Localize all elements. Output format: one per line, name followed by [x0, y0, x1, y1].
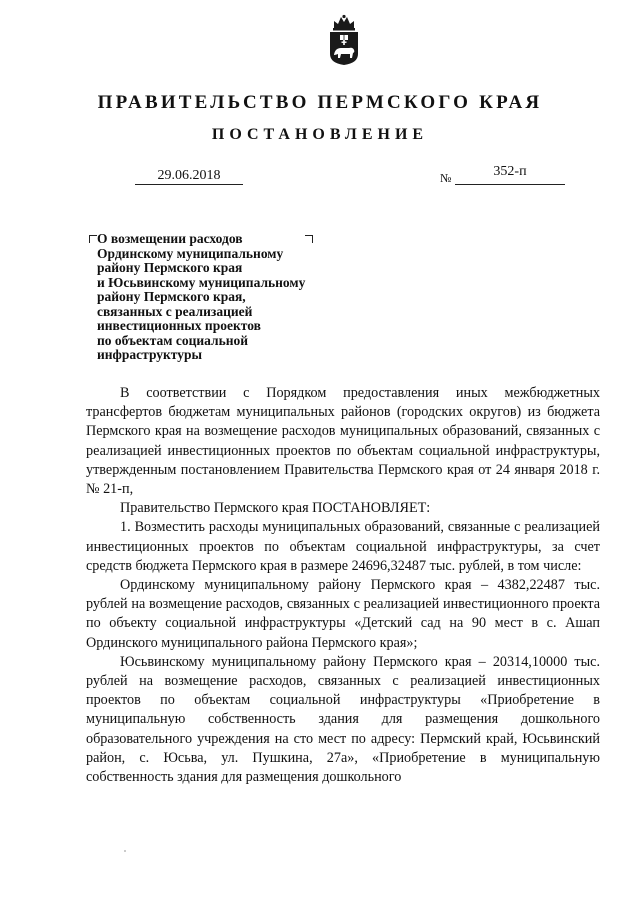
document-date: 29.06.2018 [157, 168, 221, 183]
body-paragraph-resolution: Правительство Пермского края ПОСТАНОВЛЯЕТ: [120, 500, 431, 517]
body-paragraph-item-1: 1. Возместить расходы муниципальных образований, связанные с реализацией инвестиционных проектов по объектам социальной инфраструктуры, за счет средств бюджета Пермского края в размере 24696,32487 тыс. рублей, в том числе: [86, 519, 600, 574]
subject-line: району Пермского края, [97, 289, 246, 304]
subject-line: связанных с реализацией [97, 303, 253, 319]
body-paragraph-ordinsky: Ординскому муниципальному району Пермского края – 4382,22487 тыс. рублей на возмещение расходов, связанных с реализацией инвестиционного проекта по объекту социальной инфраструктуры «Детский сад на 90 мест в с. Ашап Ординского муниципального района Пермского края»; [86, 577, 600, 651]
perm-krai-coat-of-arms-icon [327, 14, 361, 66]
subject-line: инвестиционных проектов [97, 318, 261, 333]
number-underline [455, 184, 565, 185]
subject-line: району Пермского края [97, 260, 243, 275]
document-body [86, 384, 600, 787]
subject-line: О возмещении расходов [97, 231, 243, 246]
government-title: ПРАВИТЕЛЬСТВО ПЕРМСКОГО КРАЯ [97, 92, 543, 113]
number-sign: № [440, 171, 452, 185]
subject-line: Ординскому муниципальному [97, 245, 284, 261]
document-type-title: ПОСТАНОВЛЕНИЕ [211, 126, 429, 143]
subject-bracket-left [89, 235, 97, 243]
subject-line: и Юсьвинскому муниципальному [97, 274, 306, 290]
scan-artifact [124, 850, 126, 852]
document-number: 352-п [493, 164, 527, 179]
date-underline [135, 184, 243, 185]
body-paragraph-preamble: В соответствии с Порядком предоставления иных межбюджетных трансфертов бюджетам муниципальных районов (городских округов) из бюджета Пермского края на возмещение расходов муниципальных образований, связанных с реализацией инвестиционных проектов по объектам социальной инфраструктуры, утвержденным постановлением Правительства Пермского края от 24 января 2018 г. № 21-п, [86, 385, 600, 498]
body-paragraph-yusvinsky: Юсьвинскому муниципальному району Пермского края – 20314,10000 тыс. рублей на возмещение расходов, связанных с реализацией инвестиционных проектов по объектам социальной инфраструктуры «Приобретение в муниципальную собственность здания для размещения дошкольного образовательного учреждения на сто мест по адресу: Пермский край, Юсьвинский район, с. Юсьва, ул. Пушкина, 27а», «Приобретение в муниципальную собственность здания для размещения дошкольного [86, 653, 600, 786]
subject-line: инфраструктуры [97, 347, 203, 362]
subject-line: по объектам социальной [97, 332, 249, 348]
document-subject [97, 232, 347, 363]
